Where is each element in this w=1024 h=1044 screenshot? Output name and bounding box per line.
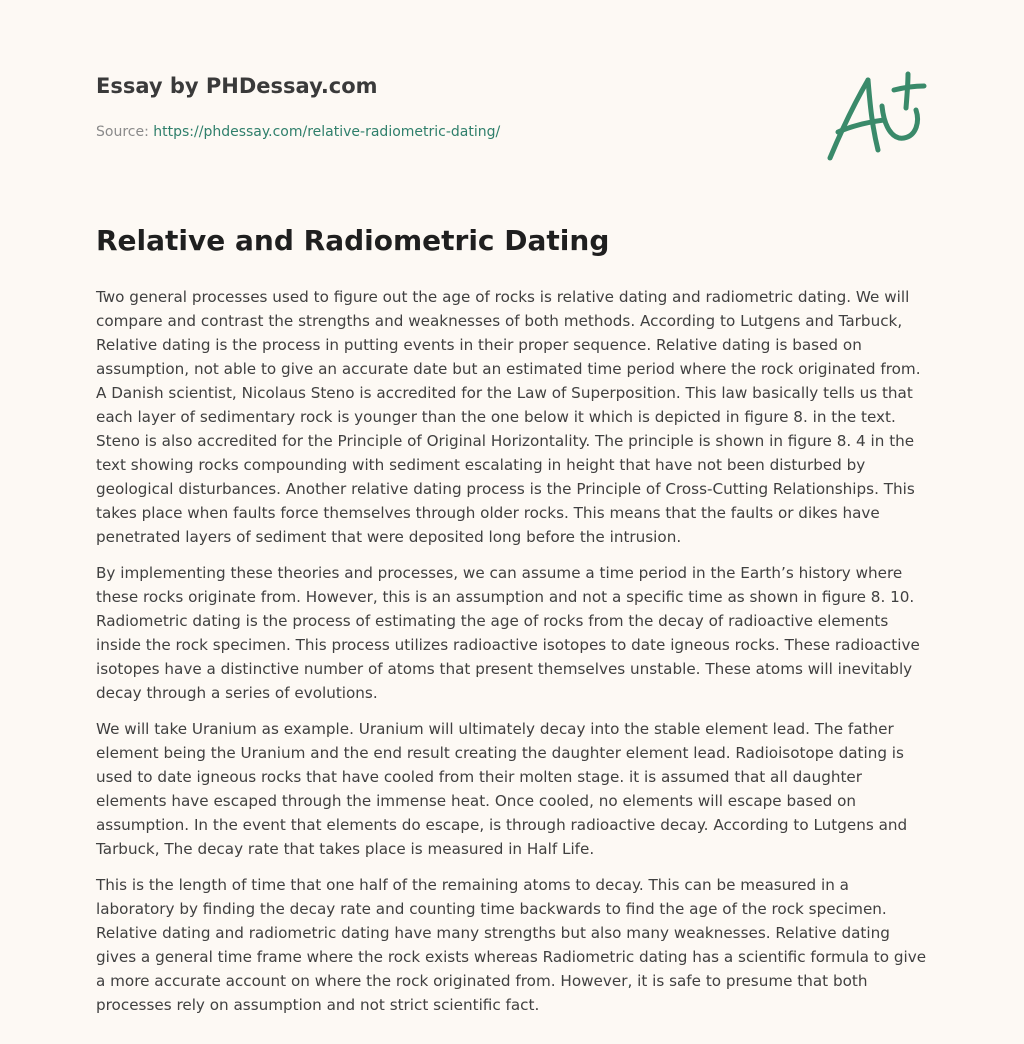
essay-paragraph: This is the length of time that one half of the remaining atoms to decay. This can be measured in a laboratory by finding the decay rate and counting time backwards to find the age of the rock specimen. Relative dating and radiometric dating have many strengths but also many weaknesses. Relative dating gives a general time frame where the rock exists whereas Radiometric dating has a scientific formula to give a more accurate account on where the rock originated from. However, it is safe to presume that both processes rely on assumption and not strict scientific fact. <box>96 876 927 1014</box>
site-title: Essay by PHDessay.com <box>96 74 378 98</box>
essay-title: Relative and Radiometric Dating <box>96 224 610 257</box>
source-label: Source: <box>96 124 154 140</box>
essay-body <box>96 285 930 1029</box>
source-line <box>96 124 500 140</box>
essay-paragraph: Two general processes used to figure out the age of rocks is relative dating and radiometric dating. We will compare and contrast the strengths and weaknesses of both methods. According to Lutgens and Tarbuck, Relative dating is the process in putting events in their proper sequence. Relative dating is based on assumption, not able to give an accurate date but an estimated time period where the rock originated from. A Danish scientist, Nicolaus Steno is accredited for the Law of Superposition. This law basically tells us that each layer of sedimentary rock is younger than the one below it which is depicted in figure 8. in the text. Steno is also accredited for the Principle of Original Horizontality. The principle is shown in figure 8. 4 in the text showing rocks compounding with sediment escalating in height that have not been disturbed by geological disturbances. Another relative dating process is the Principle of Cross-Cutting Relationships. This takes place when faults force themselves through older rocks. This means that the faults or dikes have penetrated layers of sediment that were deposited long before the intrusion. <box>96 288 921 546</box>
essay-paragraph: By implementing these theories and processes, we can assume a time period in the Earth’s history where these rocks originate from. However, this is an assumption and not a specific time as shown in figure 8. 10. Radiometric dating is the process of estimating the age of rocks from the decay of radioactive elements inside the rock specimen. This process utilizes radioactive isotopes to date igneous rocks. These radioactive isotopes have a distinctive number of atoms that present themselves unstable. These atoms will inevitably decay through a series of evolutions. <box>96 564 920 702</box>
source-link[interactable]: https://phdessay.com/relative-radiometric-dating/ <box>153 124 501 140</box>
essay-paragraph: We will take Uranium as example. Uranium will ultimately decay into the stable element lead. The father element being the Uranium and the end result creating the daughter element lead. Radioisotope dating is used to date igneous rocks that have cooled from their molten stage. it is assumed that all daughter elements have escaped through the immense heat. Once cooled, no elements will escape based on assumption. In the event that elements do escape, is through radioactive decay. According to Lutgens and Tarbuck, The decay rate that takes place is measured in Half Life. <box>96 720 908 858</box>
a-plus-logo-icon <box>826 68 928 164</box>
